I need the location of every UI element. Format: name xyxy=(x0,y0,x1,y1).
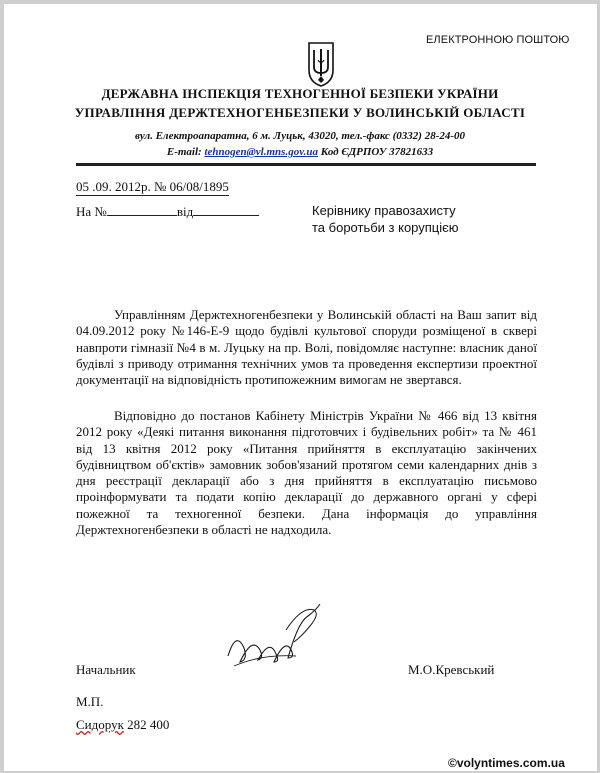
org-name-line2: УПРАВЛІННЯ ДЕРЖТЕХНОГЕНБЕЗПЕКИ У ВОЛИНСЬКІЙ ОБЛАСТІ xyxy=(74,105,526,120)
email-link[interactable]: tehnogen@vl.mns.gov.ua xyxy=(204,146,319,158)
addressee xyxy=(312,202,459,236)
addressee-line2: та боротьби з корупцією xyxy=(312,220,459,235)
outgoing-reference xyxy=(76,179,229,196)
signatory-position: Начальник xyxy=(76,662,136,677)
addressee-line1: Керівнику правозахисту xyxy=(312,203,456,218)
org-contacts xyxy=(0,146,600,158)
org-name-line1: ДЕРЖАВНА ІНСПЕКЦІЯ ТЕХНОГЕННОЇ БЕЗПЕКИ УКРАЇНИ xyxy=(101,86,499,101)
incoming-reference xyxy=(76,204,259,220)
executor-name: Сидорук xyxy=(76,717,124,732)
signatory-name: М.О.Кревський xyxy=(408,662,495,677)
date-number: 05 .09. 2012р. № 06/08/1895 xyxy=(76,179,229,194)
executor-info xyxy=(76,717,169,733)
handwritten-signature xyxy=(222,596,326,674)
seal-place: М.П. xyxy=(76,694,104,709)
org-address: вул. Електроапаратна, 6 м. Луцьк, 43020, тел.-факс (0332) 28-24-00 xyxy=(134,130,466,142)
na-label: На № xyxy=(76,204,107,219)
na-blank xyxy=(107,205,177,216)
trident-emblem-icon xyxy=(306,40,336,88)
edrpou-code: Код ЄДРПОУ 37821633 xyxy=(318,146,434,158)
body-paragraph-1: Управлінням Держтехногенбезпеки у Волинській області на Ваш запит від 04.09.2012 року №146-Е-9 щодо будівлі культової споруди розміщеної в сквері навпроти гімназії №4 в м. Луцьку на пр. Волі, повідомляє наступне: власник даної будівлі з приводу отримання технічних умов та проведення експертизи проектної документації на відповідність протипожежним вимогам не звертався. xyxy=(76,307,537,388)
vid-label: від xyxy=(176,204,194,219)
delivery-mode: ЕЛЕКТРОННОЮ ПОШТОЮ xyxy=(426,34,570,46)
executor-phone: 282 400 xyxy=(123,717,170,732)
vid-blank xyxy=(193,205,259,216)
body-paragraph-2: Відповідно до постанов Кабінету Міністрів України № 466 від 13 квітня 2012 року «Деякі питання виконання підготовчих і будівельних робіт» та № 461 від 13 квітня 2012 року «Питання прийняття в експлуатацію закінчених будівництвом об'єктів» замовник зобов'язаний протягом семи календарних днів з дня реєстрації декларації або з дня прийняття в експлуатацію письмово проінформувати та подати копію декларації до державного органі у сфері пожежної та техногенної безпеки. Дана інформація до управління Держтехногенбезпеки в області не надходила. xyxy=(76,408,537,538)
source-watermark: ©volyntimes.com.ua xyxy=(448,756,565,770)
header-divider xyxy=(76,163,536,166)
scan-edge-top xyxy=(0,0,600,4)
email-label: E-mail: xyxy=(166,146,205,158)
